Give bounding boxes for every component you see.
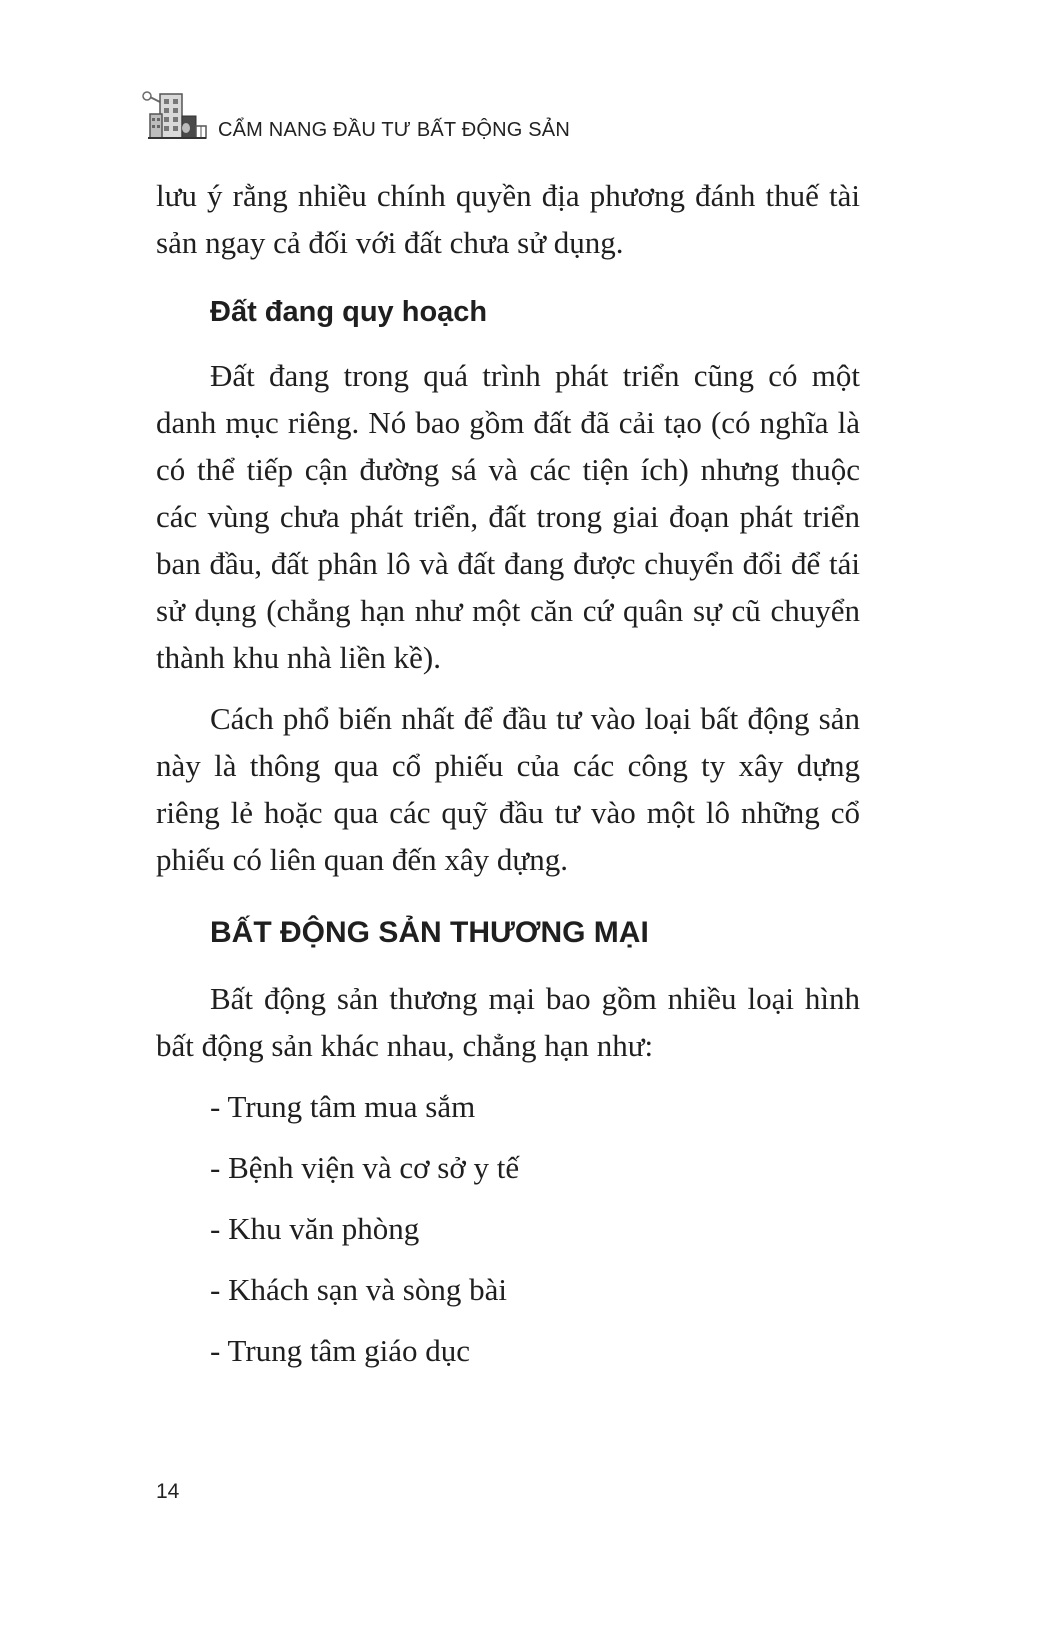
section-paragraph-2: Cách phổ biến nhất để đầu tư vào loại bất động sản này là thông qua cổ phiếu của các công ty xây dựng riêng lẻ hoặc qua các quỹ đầu tư vào một lô những cổ phiếu có liên quan đến xây dựng. (156, 701, 860, 877)
section-paragraph-1: Đất đang trong quá trình phát triển cũng có một danh mục riêng. Nó bao gồm đất đã cải tạo (có nghĩa là có thể tiếp cận đường sá và các tiện ích) nhưng thuộc các vùng chưa phát triển, đất trong giai đoạn phát triển ban đầu, đất phân lô và đất đang được chuyển đổi để tái sử dụng (chẳng hạn như một căn cứ quân sự cũ chuyển thành khu nhà liền kề). (156, 358, 860, 675)
section-heading: Đất đang quy hoạch (210, 296, 488, 328)
list-item: - Trung tâm mua sắm (210, 1089, 476, 1124)
list-item: - Bệnh viện và cơ sở y tế (210, 1150, 520, 1185)
intro-paragraph: lưu ý rằng nhiều chính quyền địa phương đánh thuế tài sản ngay cả đối với đất chưa sử dụng. (156, 178, 860, 260)
page-number: 14 (156, 1480, 180, 1503)
running-header (142, 88, 902, 144)
list-item: - Trung tâm giáo dục (210, 1333, 471, 1368)
chapter-heading: BẤT ĐỘNG SẢN THƯƠNG MẠI (210, 916, 649, 949)
header-title: CẨM NANG ĐẦU TƯ BẤT ĐỘNG SẢN (218, 119, 570, 141)
page-body (156, 172, 860, 1374)
building-icon (142, 88, 208, 144)
list-item: - Khách sạn và sòng bài (210, 1272, 507, 1307)
list-item: - Khu văn phòng (210, 1211, 420, 1246)
chapter-paragraph: Bất động sản thương mại bao gồm nhiều loại hình bất động sản khác nhau, chẳng hạn như: (156, 981, 860, 1063)
